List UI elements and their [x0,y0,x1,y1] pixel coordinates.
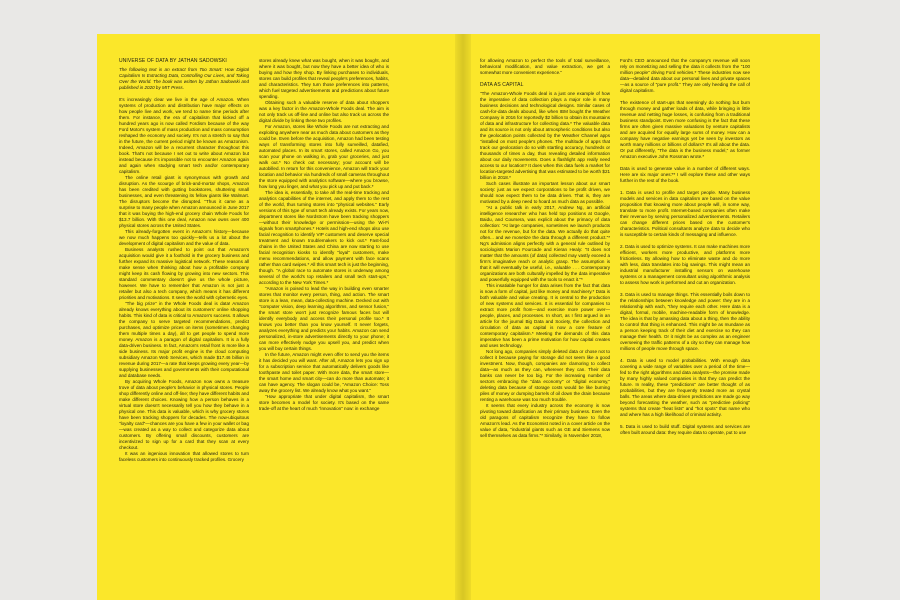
paragraph: This already-forgotten event in Amazon's history—because we now much happens too quickly—tells us a lot about the development of digital capitalism and the value of data. [119,229,249,246]
paragraph: Such cases illustrate an important lesson about our smart society: just as we expect corporations to be profit driven, we should now expect them to be data driven. That is, they are motivated by a deep need to hoard as much data as possible. [480,181,610,204]
paragraph: The idea is, essentially, to take all the real-time tracking and analytics capabilities of the internet, and apply them to the rest of the world, thus turning stores into "physical websites." Early versions of this type of smart tech already exists. For years now, department stores like Nordstrom have been tracking shoppers—without their knowledge or permission—using the Wi-Fi signals from smartphones.* Hotels and high-end shops also use facial recognition to identify VIP customers and deserve special treatment and known troublemakers to kick out.* Fast-food chains in the United States and China are now starting to use facial recognition kiosks to identify "loyal" customers, make menu recommendations, and allow payment with face scans rather than card swipes.* All this smart tech is just the beginning, though. "A global race to automate stores is underway among several of the world's top retailers and small tech start-ups," according to the New York Times.* [259,190,389,285]
column-4 [620,58,750,598]
paragraph: By acquiring Whole Foods, Amazon now owns a treasure trove of data about people's behavior in physical stores. People shop differently online and off-line; they have different habits and make different choices. Knowing how a person behaves in a virtual store doesn't necessarily tell you how they behave in a physical one. This data is valuable, which is why grocery stores have been tracking shoppers for decades. The now-ubiquitous "loyalty card"—chances are you have a few in your wallet or bag—was created as a way to collect and categorize data about customers. By offering small discounts, customers are incentivized to sign up for a card that they scan at every checkout. [119,379,249,450]
column-1 [119,58,249,598]
paragraph: In the future, Amazon might even offer to send you the items it has decided you will want. After all, Amazon lets you sign up for a subscription service that automatically delivers goods like toothpaste and toilet paper. With more data, the smart store—the smart home and smart city—can do more than automate; it can have agency. The slogan could be, "Amazon Choice: Toss away the grocery list. We already know what you want." [259,352,389,393]
paragraph: for allowing Amazon to perfect the tools of total surveillance, behavioral modification, and value extraction, we get a somewhat more convenient experience." [480,58,610,75]
paragraph: The existence of start-ups that seemingly do nothing but burn through money and gather loads of data, while bringing in little revenue and netting huge losses, is confusing from a traditional business standpoint. Even more confusing is the fact that these firms are often given massive valuations by venture capitalists and are acquired for equally large sums of money. How can a company have negative earnings yet be seen by investors as worth many millions or billions of dollars? It's all about the data. Or put differently, "The data is the business model," as former Amazon executive John Rossman wrote.* [620,100,750,159]
paragraph: It's increasingly clear we live in the age of Amazon. When systems of production and distribution have major effects on how people live and work, we tend to name time periods after them. For instance, the era of capitalism that kicked off a hundred years ago is now called Fordism because of the way Ford Motor's system of mass production and mass consumption reshaped the economy and society. It's not a stretch to say that in the future, the current period might be known as Amazonism. Indeed, Amazon will be a recurrent character throughout this book. That's not because I set out to write about Amazon but instead because it's impossible not to encounter Amazon again and again when studying smart tech and/or contemporary capitalism. [119,97,249,174]
list-item: 2. Data is used to optimize systems. It can make machines more efficient, workers more productive, and platforms more frictionless. By allowing how to eliminate waste and do more with less, data translates into big savings. This might mean an industrial manufacturer installing sensors on warehouse systems or a management consultant using algorithmic analysis to assess how work is performed and cut an organization. [620,244,750,285]
paragraph: "The Amazon-Whole Foods deal is a just one example of how the imperative of data collection plays a major role in many business decisions and technological designs. Similar cases of cash-for-data deals abound, like when IBM bought the Weather Company in 2016 for reportedly $2 billion to obtain its mountains of data and infrastructure for collecting data.* The valuable data and its source is not only about atmospheric conditions but also the geolocation points collected by the Weather Channel apps "installed on most people's phones. The multitude of apps that track our geolocation do so with startling accuracy, hundreds or thousands of times a day, thus revealing detailed information about our daily movements. Does a flashlight app really need access to our location? It does when this data fuels a market for location-targeted advertising that was estimated to be worth $21 billion in 2018.* [480,91,610,180]
paragraph: The online retail giant is synonymous with growth and disruption. As the scourge of brick-and-mortar shops, Amazon has been credited with gutting bookstores, shuttering small businesses, and even threatening its fellow giants like Walmart. The disruptors become the disrupted. "Thus it came as a surprise to many people when Amazon announced in June 2017 that it was buying the high-end grocery chain Whole Foods for $13.7 billion. With this one deal, Amazon now owns over 400 physical stores across the United States. [119,175,249,228]
paragraph: "How appropriate that under digital capitalism, the smart store becomes a model for society. It's based on the same trade-off at the heart of much "innovation" now: in exchange [259,394,389,411]
paragraph: Not long ago, companies simply deleted data or chose not to collect it because paying for storage did not seem like a good investment. Now, though, companies are clamoring to collect data—as much as they can, wherever they can. Their data banks can never be too big. For the increasing number of sectors embracing the "data economy" or "digital economy," deleting data because of storage costs would be like burning piles of money or dumping barrels of oil down the drain because renting a warehouse was too much trouble. [480,349,610,402]
list-item: 3. Data is used to manage things. This essentially boils down to the relationships between knowledge and power: they are in a relationship with each, "they require each other. Here data is a digital, formal, mobile, machine-readable form of knowledge. The idea is that by amassing data about a thing, then the ability to control that thing is enhanced. This might be as mundane as a person keeping track of their diet and exercise so they can manage their health. Or it might be as complex as an engineer overseeing the traffic patterns of a city so they can manage how millions of people move through space. [620,292,750,351]
list-item: 1. Data is used to profile and target people. Many business models and services in data capitalism are based on the value proposition that knowing more about people will, in some way, translate to more profit. Internet-based companies often make their revenue by serving personalized advertisements. Retailers can change different prices based on the customer's characteristics. Political consultants analyze data to decide who is susceptible to certain kinds of messaging and influence. [620,190,750,237]
paragraph: Data is used to generate value in a number of different ways. Here are six major ones:** I will explore these and other ways further in the rest of the book. [620,166,750,183]
paragraph: Ford's CEO announced that the company's revenue will soon rely on monetizing and selling the data it collects from the "100 million people" driving Ford vehicles.* These industries now see data—detailed data about our personal lives and private spaces—as a source of "pure profit." They are only heeding the call of digital capitalism. [620,58,750,93]
paragraph: stores already knew what was bought, when it was bought, and where it was bought, but now they have a better idea of who is buying and how they shop. By linking purchases to individuals, stores can build profiles that reveal people's preferences, habits, and characteristics. They turn those preferences into patterns, which fuel targeted advertisements and predictions about future spending. [259,58,389,99]
paragraph: "At a public talk in early 2017, Andrew Ng, an artificial intelligence researcher who has held top positions at Google, Baidu, and Coursera, was explicit about the primacy of data collection: "At large companies, sometimes we launch products not for the revenue, but for the data. We actually do that quite often... and we monetize the data through a different product."* Ng's admission aligns perfectly with a general rule outlined by sociologists Marion Fourcade and Kieran Healy: "It does not matter that the amounts (of data) collected may vastly exceed a firm's imaginative reach or analytic grasp. The assumption is that it will eventually be useful, i.e., valuable . . . Contemporary organizations are both culturally impelled by the data imperative and powerfully equipped with the tools to enact it."* [480,205,610,282]
paragraph: "Amazon is poised to lead the way in building even smarter stores that monitor every person, thing, and action. The smart store is a lean, mean, data-collecting machine. Decked out with "computer vision, deep learning algorithms, and sensor fusion," the smart store won't just recognize famous faces but will identify everybody and access their personal profile too.* It knows you better than you know yourself. It never forgets, analyzes everything and predicts your habits. Amazon can send personalized, in-store advertisements directly to your phone; it can more effectively nudge you upsell you, and predict when you will buy certain things. [259,286,389,351]
section-heading: DATA AS CAPITAL [480,82,524,88]
paragraph: Business analysts rushed to point out that Amazon's acquisition would give it a foothold in the grocery business and further expand its massive logistical network. These reasons all make sense when thinking about how a profitable company might keep its cash flowing by growing into new sectors. This standard commentary doesn't give us the whole picture, however. We have to remember that Amazon is not just a retailer but also a tech company, which means it has different priorities and motivations. It sees the world with cybernetic eyes. [119,247,249,300]
book-gutter [455,34,471,600]
article-intro: The following text is an extract from Too Smart: How Digital Capitalism Is Extracting Data, Controlling Our Lives, and Taking Over the World. The book was written by Jathan Sadowski and published in 2020 by MIT Press. [119,67,249,90]
list-item: 4. Data is used to model probabilities. With enough data covering a wide range of variables over a period of the time—fed to the right algorithms and data analysts—the promise made by many highly valued companies is that they can predict the future. In reality, these "predictions" are better thought of as probabilities, but they are frequently treated more as crystal balls. The areas where data-driven predictions are made go way beyond forecasting the weather, such as "predictive policing" systems that create "heat lists" and "hot spots" that name who and where has a high likelihood of criminal activity. [620,358,750,417]
column-2 [259,58,389,598]
paragraph: This insatiable hunger for data arises from the fact that data is now a form of capital, just like money and machinery.* Data is both valuable and value creating. It is central to the production of new systems and services. It is essential for companies to extract more profit from—and exercise more power over—people, places, and processes. In short, as I first argued in an article for the journal Big Data and Society, the collection and circulation of data as capital is now a core feature of contemporary capitalism.* Meeting the demands of this data imperative has been a prime motivation for how capital creates and uses technology. [480,283,610,348]
list-item: 5. Data is used to build stuff. Digital systems and services are often built around data: they require data to operate, put to use [620,424,750,435]
paragraph: For Amazon, stores like Whole Foods are not extracting and exploiting anywhere near as much data about customers as they could be. Even before the acquisition, Amazon had been testing ways of transforming stores into fully surveilled, datafied, automated places. In its smart stores, called Amazon Go, you scan your phone on walking in, grab your groceries, and just walk out.* No check out necessary; your account will be autobilled. In return for this convenience, Amazon will track your location and behavior via hundreds of small cameras throughout the store equipped with analytics software—where you browse, how long you linger, and what you pick up and put back.* [259,124,389,189]
paragraph: It was an ingenious innovation that allowed stores to turn faceless customers into continuously tracked profiles. Grocery [119,451,249,462]
paragraph: "The big prize" in the Whole Foods deal is data! Amazon already knows everything about its customers' online shopping habits. This kind of data is critical to Amazon's success. It allows the company to serve targeted recommendations, predict purchases, and optimize prices on items (sometimes changing them multiple times a day), all to get people to spend more money. Amazon is a paragon of digital capitalism. It is a fully data-driven business. In fact, Amazon's retail front is more like a side business. Its major profit engine is the cloud computing subsidiary Amazon Web Services, which made $17.46 billion in revenue during 2017—a rate that keeps growing every year—by supplying businesses and governments with their computational and database needs. [119,301,249,378]
article-title: UNIVERSE OF DATA BY JATHAN SADOWSKI [119,58,227,64]
paragraph: It seems that every industry across the economy is now pivoting toward datafication as their primary business. Even the old paragons of capitalism recognize they have to follow Amazon's lead. As the Economist noted in a cover article on the value of data, "industrial giants such as GE and Siemens now sell themselves as data firms."* Similarly, in November 2018, [480,403,610,438]
column-3 [480,58,610,598]
paragraph: Obtaining such a valuable reserve of data about shoppers was a key factor in the Amazon-Whole Foods deal. The aim is not only track us off-line and online but also track us across the digital divide by linking these two profiles. [259,100,389,123]
